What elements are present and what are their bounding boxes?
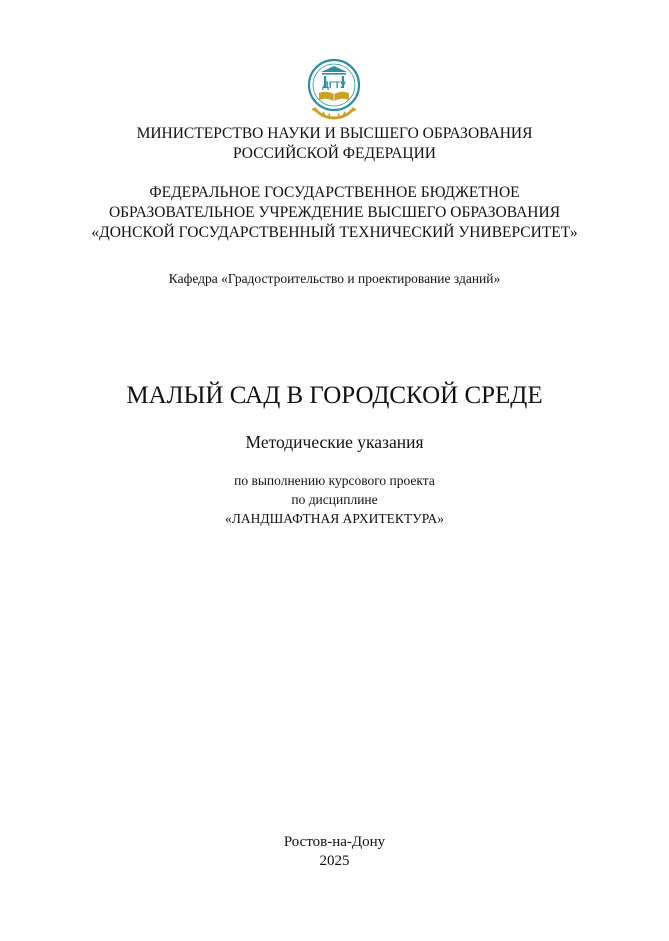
purpose-line-1: по выполнению курсового проекта bbox=[234, 473, 435, 488]
discipline-name: «ЛАНДШАФТНАЯ АРХИТЕКТУРА» bbox=[225, 511, 444, 526]
publication-year: 2025 bbox=[319, 853, 350, 869]
ministry-line-2: РОССИЙСКОЙ ФЕДЕРАЦИИ bbox=[233, 145, 436, 162]
institution-line-3: «ДОНСКОЙ ГОСУДАРСТВЕННЫЙ ТЕХНИЧЕСКИЙ УНИВЕРСИТЕТ» bbox=[91, 224, 578, 241]
logo-abbreviation: ДГТУ bbox=[322, 80, 346, 91]
institution-line-1: ФЕДЕРАЛЬНОЕ ГОСУДАРСТВЕННОЕ БЮДЖЕТНОЕ bbox=[149, 184, 520, 201]
document-subtitle: Методические указания bbox=[245, 432, 424, 452]
publication-city: Ростов-на-Дону bbox=[283, 834, 386, 850]
document-title: МАЛЫЙ САД В ГОРОДСКОЙ СРЕДЕ bbox=[126, 382, 543, 409]
university-logo bbox=[304, 58, 364, 124]
department: Кафедра «Градостроительство и проектирование зданий» bbox=[168, 271, 501, 286]
ministry-line-1: МИНИСТЕРСТВО НАУКИ И ВЫСШЕГО ОБРАЗОВАНИЯ bbox=[136, 125, 533, 142]
purpose-line-2: по дисциплине bbox=[291, 492, 378, 507]
institution-line-2: ОБРАЗОВАТЕЛЬНОЕ УЧРЕЖДЕНИЕ ВЫСШЕГО ОБРАЗОВАНИЯ bbox=[108, 204, 561, 221]
